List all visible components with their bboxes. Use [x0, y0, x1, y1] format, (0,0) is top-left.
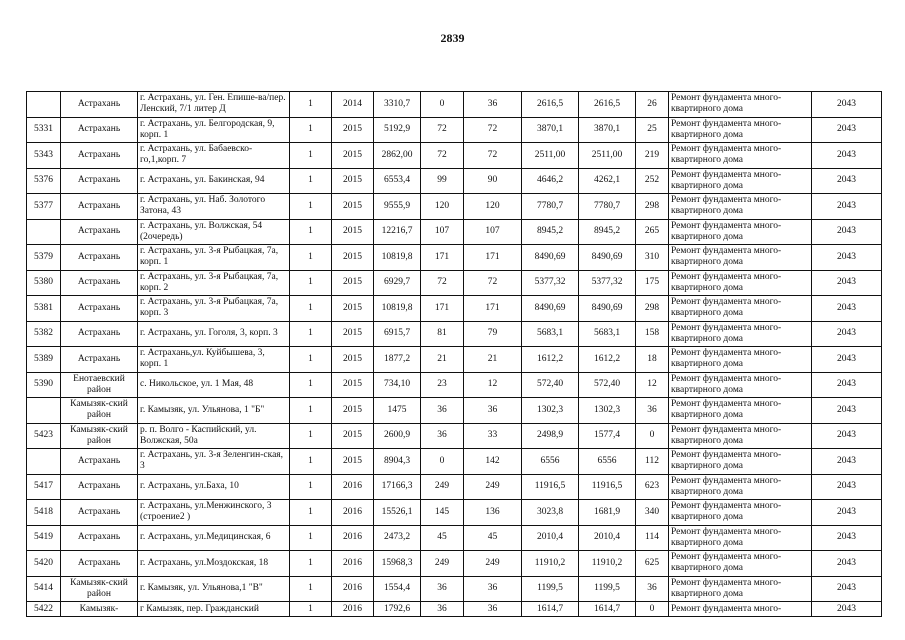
value-cell: 625 — [636, 551, 669, 577]
area-cell: 6929,7 — [374, 270, 421, 296]
houses-count-cell: 1 — [290, 168, 332, 194]
value-cell: 1614,7 — [522, 602, 579, 617]
work-type-cell: Ремонт фундамента много-квартирного дома — [669, 551, 812, 577]
row-id-cell: 5417 — [27, 474, 61, 500]
houses-count-cell: 1 — [290, 500, 332, 526]
value-cell: 572,40 — [522, 372, 579, 398]
value-cell: 2498,9 — [522, 423, 579, 449]
municipality-cell: Камызяк-ский район — [61, 398, 138, 424]
year-cell: 2016 — [332, 551, 374, 577]
row-id-cell: 5379 — [27, 245, 61, 271]
value-cell: 249 — [421, 474, 464, 500]
value-cell: 1612,2 — [579, 347, 636, 373]
value-cell: 33 — [464, 423, 522, 449]
value-cell: 310 — [636, 245, 669, 271]
address-cell: г. Астрахань, ул. Гоголя, 3, корп. 3 — [138, 321, 290, 347]
value-cell: 36 — [464, 398, 522, 424]
work-type-cell: Ремонт фундамента много-квартирного дома — [669, 372, 812, 398]
work-type-cell: Ремонт фундамента много-квартирного дома — [669, 219, 812, 245]
year-cell: 2015 — [332, 168, 374, 194]
houses-count-cell: 1 — [290, 92, 332, 118]
address-cell: г. Астрахань, ул. Ген. Епише-ва/пер. Ленский, 7/1 литер Д — [138, 92, 290, 118]
value-cell: 99 — [421, 168, 464, 194]
municipality-cell: Астрахань — [61, 143, 138, 169]
plan-year-cell: 2043 — [812, 92, 882, 118]
table-row — [27, 245, 882, 271]
table-row — [27, 143, 882, 169]
value-cell: 8490,69 — [522, 296, 579, 322]
address-cell: г. Астрахань, ул.Баха, 10 — [138, 474, 290, 500]
address-cell: г. Астрахань, ул. 3-я Зеленгин-ская, 3 — [138, 449, 290, 475]
value-cell: 298 — [636, 194, 669, 220]
value-cell: 72 — [421, 270, 464, 296]
row-id-cell: 5389 — [27, 347, 61, 373]
value-cell: 171 — [421, 296, 464, 322]
houses-count-cell: 1 — [290, 296, 332, 322]
houses-count-cell: 1 — [290, 194, 332, 220]
plan-year-cell: 2043 — [812, 449, 882, 475]
year-cell: 2016 — [332, 500, 374, 526]
value-cell: 18 — [636, 347, 669, 373]
value-cell: 3870,1 — [579, 117, 636, 143]
value-cell: 21 — [421, 347, 464, 373]
year-cell: 2015 — [332, 449, 374, 475]
value-cell: 171 — [421, 245, 464, 271]
row-id-cell: 5390 — [27, 372, 61, 398]
housing-repair-table — [26, 91, 882, 617]
houses-count-cell: 1 — [290, 270, 332, 296]
plan-year-cell: 2043 — [812, 219, 882, 245]
value-cell: 36 — [421, 576, 464, 602]
work-type-cell: Ремонт фундамента много-квартирного дома — [669, 143, 812, 169]
value-cell: 171 — [464, 245, 522, 271]
work-type-cell: Ремонт фундамента много- — [669, 602, 812, 617]
row-id-cell — [27, 398, 61, 424]
row-id-cell: 5331 — [27, 117, 61, 143]
year-cell: 2015 — [332, 347, 374, 373]
address-cell: г. Астрахань, ул. 3-я Рыбацкая, 7а, корп. 3 — [138, 296, 290, 322]
area-cell: 2473,2 — [374, 525, 421, 551]
value-cell: 72 — [464, 117, 522, 143]
table-row — [27, 321, 882, 347]
value-cell: 8490,69 — [522, 245, 579, 271]
municipality-cell: Астрахань — [61, 347, 138, 373]
page-number: 2839 — [440, 31, 465, 45]
value-cell: 265 — [636, 219, 669, 245]
work-type-cell: Ремонт фундамента много-квартирного дома — [669, 245, 812, 271]
houses-count-cell: 1 — [290, 245, 332, 271]
municipality-cell: Камызяк-ский район — [61, 423, 138, 449]
value-cell: 11910,2 — [579, 551, 636, 577]
year-cell: 2015 — [332, 398, 374, 424]
value-cell: 0 — [421, 449, 464, 475]
row-id-cell — [27, 92, 61, 118]
area-cell: 12216,7 — [374, 219, 421, 245]
year-cell: 2015 — [332, 423, 374, 449]
value-cell: 72 — [421, 143, 464, 169]
value-cell: 21 — [464, 347, 522, 373]
value-cell: 114 — [636, 525, 669, 551]
value-cell: 79 — [464, 321, 522, 347]
year-cell: 2014 — [332, 92, 374, 118]
value-cell: 142 — [464, 449, 522, 475]
table-row — [27, 168, 882, 194]
area-cell: 1877,2 — [374, 347, 421, 373]
value-cell: 175 — [636, 270, 669, 296]
value-cell: 2616,5 — [522, 92, 579, 118]
value-cell: 8490,69 — [579, 245, 636, 271]
municipality-cell: Астрахань — [61, 117, 138, 143]
table-row — [27, 551, 882, 577]
value-cell: 249 — [464, 474, 522, 500]
year-cell: 2015 — [332, 296, 374, 322]
work-type-cell: Ремонт фундамента много-квартирного дома — [669, 576, 812, 602]
area-cell: 3310,7 — [374, 92, 421, 118]
value-cell: 120 — [464, 194, 522, 220]
plan-year-cell: 2043 — [812, 602, 882, 617]
address-cell: г. Астрахань, ул.Медицинская, 6 — [138, 525, 290, 551]
value-cell: 6556 — [579, 449, 636, 475]
value-cell: 81 — [421, 321, 464, 347]
year-cell: 2015 — [332, 194, 374, 220]
table-row — [27, 194, 882, 220]
value-cell: 5377,32 — [522, 270, 579, 296]
row-id-cell: 5380 — [27, 270, 61, 296]
value-cell: 3023,8 — [522, 500, 579, 526]
houses-count-cell: 1 — [290, 551, 332, 577]
value-cell: 0 — [421, 92, 464, 118]
value-cell: 6556 — [522, 449, 579, 475]
row-id-cell — [27, 449, 61, 475]
municipality-cell: Астрахань — [61, 92, 138, 118]
area-cell: 1792,6 — [374, 602, 421, 617]
row-id-cell: 5423 — [27, 423, 61, 449]
area-cell: 2862,00 — [374, 143, 421, 169]
value-cell: 120 — [421, 194, 464, 220]
work-type-cell: Ремонт фундамента много-квартирного дома — [669, 270, 812, 296]
houses-count-cell: 1 — [290, 219, 332, 245]
value-cell: 5683,1 — [522, 321, 579, 347]
area-cell: 10819,8 — [374, 296, 421, 322]
municipality-cell: Астрахань — [61, 245, 138, 271]
value-cell: 249 — [421, 551, 464, 577]
work-type-cell: Ремонт фундамента много-квартирного дома — [669, 296, 812, 322]
value-cell: 1302,3 — [522, 398, 579, 424]
table-row — [27, 398, 882, 424]
area-cell: 6915,7 — [374, 321, 421, 347]
work-type-cell: Ремонт фундамента много-квартирного дома — [669, 92, 812, 118]
work-type-cell: Ремонт фундамента много-квартирного дома — [669, 474, 812, 500]
plan-year-cell: 2043 — [812, 398, 882, 424]
plan-year-cell: 2043 — [812, 551, 882, 577]
address-cell: р. п. Волго - Каспийский, ул. Волжская, 50а — [138, 423, 290, 449]
houses-count-cell: 1 — [290, 372, 332, 398]
value-cell: 4646,2 — [522, 168, 579, 194]
houses-count-cell: 1 — [290, 347, 332, 373]
houses-count-cell: 1 — [290, 474, 332, 500]
municipality-cell: Астрахань — [61, 500, 138, 526]
value-cell: 36 — [464, 92, 522, 118]
value-cell: 11916,5 — [579, 474, 636, 500]
value-cell: 158 — [636, 321, 669, 347]
area-cell: 15526,1 — [374, 500, 421, 526]
plan-year-cell: 2043 — [812, 500, 882, 526]
address-cell: г. Камызяк, ул. Ульянова, 1 "Б" — [138, 398, 290, 424]
address-cell: г. Астрахань, ул. Белгородская, 9, корп. 1 — [138, 117, 290, 143]
table-row — [27, 474, 882, 500]
table-row — [27, 525, 882, 551]
houses-count-cell: 1 — [290, 423, 332, 449]
houses-count-cell: 1 — [290, 321, 332, 347]
table-row — [27, 449, 882, 475]
area-cell: 1475 — [374, 398, 421, 424]
value-cell: 107 — [421, 219, 464, 245]
work-type-cell: Ремонт фундамента много-квартирного дома — [669, 525, 812, 551]
row-id-cell: 5377 — [27, 194, 61, 220]
value-cell: 12 — [464, 372, 522, 398]
address-cell: г. Камызяк, ул. Ульянова,1 "В" — [138, 576, 290, 602]
row-id-cell: 5419 — [27, 525, 61, 551]
table-row — [27, 576, 882, 602]
table-row — [27, 423, 882, 449]
plan-year-cell: 2043 — [812, 423, 882, 449]
value-cell: 36 — [636, 398, 669, 424]
table-row — [27, 270, 882, 296]
municipality-cell: Камызяк-ский район — [61, 576, 138, 602]
value-cell: 4262,1 — [579, 168, 636, 194]
houses-count-cell: 1 — [290, 602, 332, 617]
municipality-cell: Астрахань — [61, 194, 138, 220]
value-cell: 25 — [636, 117, 669, 143]
row-id-cell: 5420 — [27, 551, 61, 577]
value-cell: 249 — [464, 551, 522, 577]
value-cell: 7780,7 — [522, 194, 579, 220]
value-cell: 1577,4 — [579, 423, 636, 449]
value-cell: 1302,3 — [579, 398, 636, 424]
value-cell: 112 — [636, 449, 669, 475]
address-cell: г. Астрахань, ул.Менжинского, 3 (строение2 ) — [138, 500, 290, 526]
value-cell: 45 — [464, 525, 522, 551]
year-cell: 2015 — [332, 245, 374, 271]
address-cell: с. Никольское, ул. 1 Мая, 48 — [138, 372, 290, 398]
table-body — [27, 92, 882, 617]
plan-year-cell: 2043 — [812, 245, 882, 271]
address-cell: г Камызяк, пер. Гражданский — [138, 602, 290, 617]
value-cell: 72 — [421, 117, 464, 143]
value-cell: 145 — [421, 500, 464, 526]
table-row — [27, 219, 882, 245]
value-cell: 2010,4 — [579, 525, 636, 551]
row-id-cell: 5343 — [27, 143, 61, 169]
plan-year-cell: 2043 — [812, 270, 882, 296]
value-cell: 2616,5 — [579, 92, 636, 118]
houses-count-cell: 1 — [290, 576, 332, 602]
plan-year-cell: 2043 — [812, 143, 882, 169]
value-cell: 1612,2 — [522, 347, 579, 373]
work-type-cell: Ремонт фундамента много-квартирного дома — [669, 500, 812, 526]
work-type-cell: Ремонт фундамента много-квартирного дома — [669, 423, 812, 449]
area-cell: 10819,8 — [374, 245, 421, 271]
value-cell: 171 — [464, 296, 522, 322]
plan-year-cell: 2043 — [812, 525, 882, 551]
year-cell: 2016 — [332, 474, 374, 500]
value-cell: 252 — [636, 168, 669, 194]
plan-year-cell: 2043 — [812, 194, 882, 220]
table-row — [27, 92, 882, 118]
address-cell: г. Астрахань,ул. Куйбышева, 3, корп. 1 — [138, 347, 290, 373]
municipality-cell: Астрахань — [61, 321, 138, 347]
area-cell: 734,10 — [374, 372, 421, 398]
row-id-cell: 5414 — [27, 576, 61, 602]
table-row — [27, 117, 882, 143]
address-cell: г. Астрахань, ул. Наб. Золотого Затона, 43 — [138, 194, 290, 220]
work-type-cell: Ремонт фундамента много-квартирного дома — [669, 117, 812, 143]
work-type-cell: Ремонт фундамента много-квартирного дома — [669, 194, 812, 220]
value-cell: 36 — [421, 398, 464, 424]
municipality-cell: Астрахань — [61, 525, 138, 551]
houses-count-cell: 1 — [290, 449, 332, 475]
work-type-cell: Ремонт фундамента много-квартирного дома — [669, 321, 812, 347]
houses-count-cell: 1 — [290, 143, 332, 169]
value-cell: 11916,5 — [522, 474, 579, 500]
value-cell: 5377,32 — [579, 270, 636, 296]
row-id-cell — [27, 219, 61, 245]
value-cell: 7780,7 — [579, 194, 636, 220]
year-cell: 2016 — [332, 525, 374, 551]
address-cell: г. Астрахань, ул.Моздокская, 18 — [138, 551, 290, 577]
year-cell: 2015 — [332, 117, 374, 143]
year-cell: 2015 — [332, 321, 374, 347]
table-row — [27, 372, 882, 398]
row-id-cell: 5381 — [27, 296, 61, 322]
area-cell: 1554,4 — [374, 576, 421, 602]
work-type-cell: Ремонт фундамента много-квартирного дома — [669, 347, 812, 373]
municipality-cell: Астрахань — [61, 270, 138, 296]
table-row — [27, 500, 882, 526]
houses-count-cell: 1 — [290, 525, 332, 551]
plan-year-cell: 2043 — [812, 168, 882, 194]
value-cell: 107 — [464, 219, 522, 245]
area-cell: 17166,3 — [374, 474, 421, 500]
value-cell: 1199,5 — [522, 576, 579, 602]
municipality-cell: Астрахань — [61, 168, 138, 194]
value-cell: 572,40 — [579, 372, 636, 398]
value-cell: 45 — [421, 525, 464, 551]
area-cell: 6553,4 — [374, 168, 421, 194]
value-cell: 2511,00 — [522, 143, 579, 169]
value-cell: 219 — [636, 143, 669, 169]
row-id-cell: 5376 — [27, 168, 61, 194]
municipality-cell: Астрахань — [61, 449, 138, 475]
year-cell: 2016 — [332, 602, 374, 617]
value-cell: 1614,7 — [579, 602, 636, 617]
plan-year-cell: 2043 — [812, 321, 882, 347]
work-type-cell: Ремонт фундамента много-квартирного дома — [669, 449, 812, 475]
municipality-cell: Астрахань — [61, 219, 138, 245]
value-cell: 36 — [421, 423, 464, 449]
value-cell: 11910,2 — [522, 551, 579, 577]
area-cell: 2600,9 — [374, 423, 421, 449]
value-cell: 1199,5 — [579, 576, 636, 602]
value-cell: 136 — [464, 500, 522, 526]
plan-year-cell: 2043 — [812, 296, 882, 322]
value-cell: 36 — [464, 576, 522, 602]
value-cell: 5683,1 — [579, 321, 636, 347]
area-cell: 9555,9 — [374, 194, 421, 220]
row-id-cell: 5418 — [27, 500, 61, 526]
table-row — [27, 347, 882, 373]
table-row — [27, 602, 882, 617]
plan-year-cell: 2043 — [812, 474, 882, 500]
area-cell: 5192,9 — [374, 117, 421, 143]
municipality-cell: Астрахань — [61, 551, 138, 577]
value-cell: 623 — [636, 474, 669, 500]
value-cell: 90 — [464, 168, 522, 194]
row-id-cell: 5422 — [27, 602, 61, 617]
address-cell: г. Астрахань, ул. 3-я Рыбацкая, 7а, корп. 1 — [138, 245, 290, 271]
value-cell: 12 — [636, 372, 669, 398]
value-cell: 1681,9 — [579, 500, 636, 526]
area-cell: 15968,3 — [374, 551, 421, 577]
houses-count-cell: 1 — [290, 398, 332, 424]
municipality-cell: Астрахань — [61, 296, 138, 322]
plan-year-cell: 2043 — [812, 372, 882, 398]
value-cell: 72 — [464, 143, 522, 169]
value-cell: 2511,00 — [579, 143, 636, 169]
municipality-cell: Камызяк- — [61, 602, 138, 617]
address-cell: г. Астрахань, ул. Бабаевско-го,1,корп. 7 — [138, 143, 290, 169]
year-cell: 2015 — [332, 270, 374, 296]
plan-year-cell: 2043 — [812, 347, 882, 373]
work-type-cell: Ремонт фундамента много-квартирного дома — [669, 168, 812, 194]
value-cell: 2010,4 — [522, 525, 579, 551]
row-id-cell: 5382 — [27, 321, 61, 347]
value-cell: 340 — [636, 500, 669, 526]
value-cell: 26 — [636, 92, 669, 118]
value-cell: 8490,69 — [579, 296, 636, 322]
value-cell: 36 — [421, 602, 464, 617]
value-cell: 8945,2 — [579, 219, 636, 245]
value-cell: 0 — [636, 602, 669, 617]
address-cell: г. Астрахань, ул. 3-я Рыбацкая, 7а, корп. 2 — [138, 270, 290, 296]
plan-year-cell: 2043 — [812, 117, 882, 143]
plan-year-cell: 2043 — [812, 576, 882, 602]
year-cell: 2016 — [332, 576, 374, 602]
address-cell: г. Астрахань, ул. Волжская, 54 (2очередь) — [138, 219, 290, 245]
value-cell: 298 — [636, 296, 669, 322]
municipality-cell: Астрахань — [61, 474, 138, 500]
address-cell: г. Астрахань, ул. Бакинская, 94 — [138, 168, 290, 194]
year-cell: 2015 — [332, 143, 374, 169]
year-cell: 2015 — [332, 219, 374, 245]
value-cell: 0 — [636, 423, 669, 449]
houses-count-cell: 1 — [290, 117, 332, 143]
value-cell: 36 — [464, 602, 522, 617]
value-cell: 23 — [421, 372, 464, 398]
area-cell: 8904,3 — [374, 449, 421, 475]
year-cell: 2015 — [332, 372, 374, 398]
value-cell: 3870,1 — [522, 117, 579, 143]
work-type-cell: Ремонт фундамента много-квартирного дома — [669, 398, 812, 424]
table-row — [27, 296, 882, 322]
municipality-cell: Енотаевский район — [61, 372, 138, 398]
value-cell: 36 — [636, 576, 669, 602]
value-cell: 72 — [464, 270, 522, 296]
value-cell: 8945,2 — [522, 219, 579, 245]
